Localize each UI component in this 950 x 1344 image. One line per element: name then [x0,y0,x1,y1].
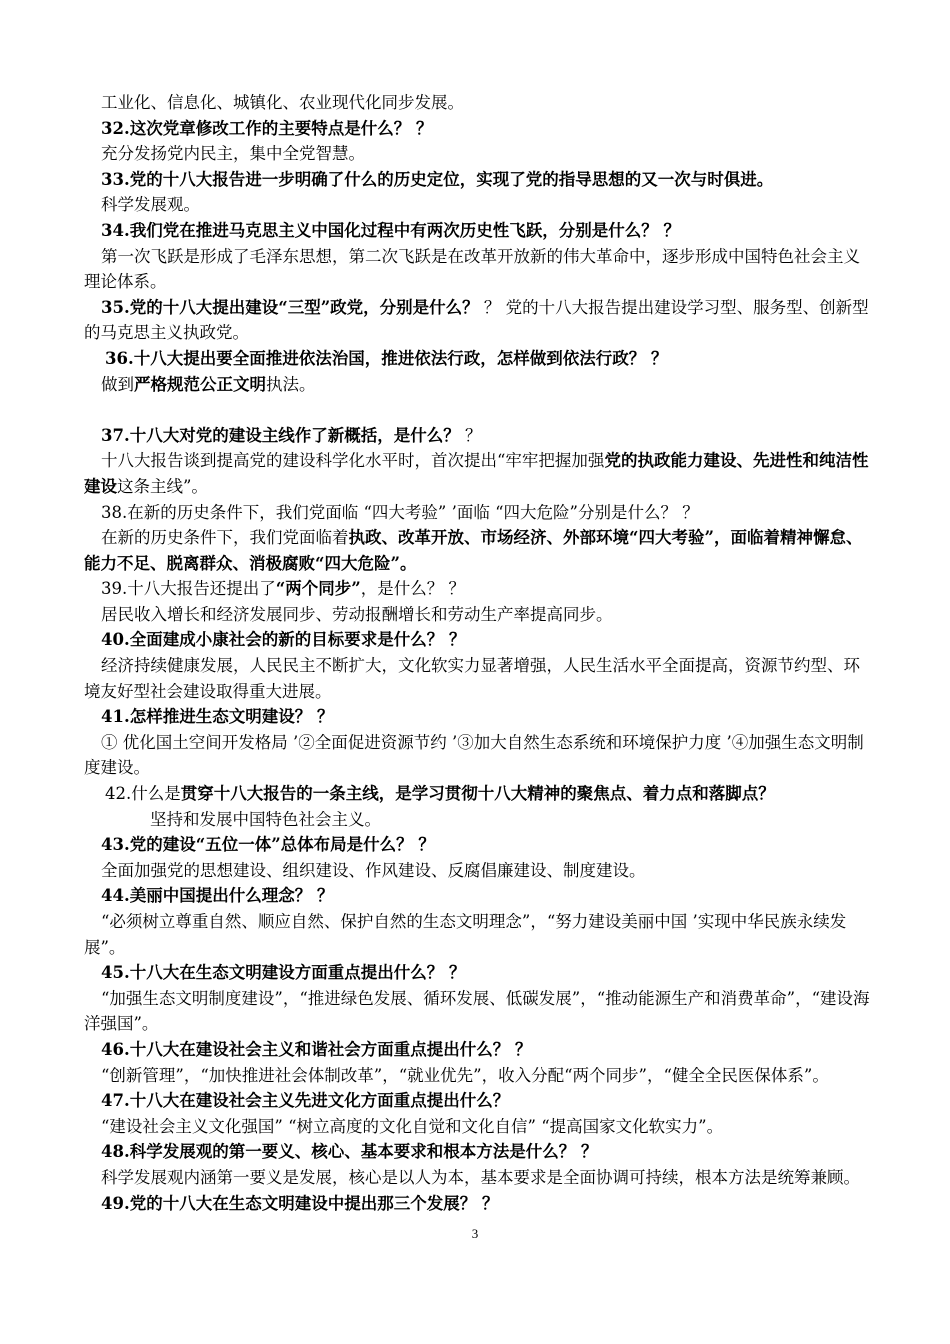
question-33: 33.党的十八大报告进一步明确了什么的历史定位，实现了党的指导思想的又一次与时俱进。 [101,169,774,189]
question-41: 41.怎样推进生态文明建设？ ？ [101,707,334,727]
answer-34: 第一次飞跃是形成了毛泽东思想，第二次飞跃是在改革开放新的伟大革命中，逐步形成中国特色社会主义理论体系。 [84,246,860,292]
question-44: 44.美丽中国提出什么理念？ ？ [101,886,334,906]
question-37 [84,423,874,449]
question-32: 32.这次党章修改工作的主要特点是什么？ ？ [101,118,433,138]
question-answer-35 [84,295,874,346]
question-40: 40.全面建成小康社会的新的目标要求是什么？ ？ [101,630,466,650]
answer-36-part: 做到 [101,374,134,394]
question-43: 43.党的建设“五位一体”总体布局是什么？ ？ [101,835,435,855]
blank-line [84,397,874,423]
answer-44: “必须树立尊重自然、顺应自然、保护自然的生态文明理念”，“努力建设美丽中国 ’实现中华民族永续发展”。 [84,912,847,957]
answer-40: 经济持续健康发展，人民民主不断扩大，文化软实力显著增强，人民生活水平全面提高，资源节约型、环境友好型社会建设取得重大进展。 [84,656,860,701]
question-39-part: ，是什么？ ？ [360,579,465,599]
answer-37-emphasis: 党的执政能力建设、先进性和纯洁性建设 [84,451,869,496]
question-45: 45.十八大在生态文明建设方面重点提出什么？ ？ [101,963,466,983]
question-39-emphasis: “两个同步” [275,579,361,599]
answer-41: ① 优化国土空间开发格局 ’②全面促进资源节约 ’③加大自然生态系统和环境保护力度 ’④加强生态文明制度建设。 [84,732,864,778]
answer-38-emphasis: 执政、改革开放、市场经济、外部环境“四大考验”，面临着精神懈怠、能力不足、脱离群众、消极腐败“四大危险”。 [84,528,863,573]
answer-37 [84,448,874,499]
question-42 [84,781,874,807]
answer-38-part: 在新的历史条件下，我们党面临着 [101,528,349,548]
question-38: 38.在新的历史条件下，我们党面临 “四大考验” ’面临 “四大危险”分别是什么？ ？ [101,502,699,522]
answer-36-part: 执法。 [266,374,316,394]
question-42-emphasis: 贯穿十八大报告的一条主线，是学习贯彻十八大精神的聚焦点、着力点和落脚点？ [180,784,775,804]
page-number: 3 [471,1226,479,1241]
question-39-part: 39.十八大报告还提出了 [101,579,276,599]
question-36: 36.十八大提出要全面推进依法治国，推进依法行政，怎样做到依法行政？ ？ [105,348,668,368]
answer-46: “创新管理”，“加快推进社会体制改革”，“就业优先”，收入分配“两个同步”，“健全全民医保体系”。 [101,1065,829,1085]
question-47: 47.十八大在建设社会主义先进文化方面重点提出什么？ [101,1091,510,1111]
answer-48: 科学发展观内涵第一要义是发展，核心是以人为本，基本要求是全面协调可持续，根本方法是统筹兼顾。 [101,1167,860,1187]
answer-36-emphasis: 严格规范公正文明 [134,374,266,394]
question-39 [84,576,874,602]
question-46: 46.十八大在建设社会主义和谐社会方面重点提出什么？ ？ [101,1039,532,1059]
answer-32: 充分发扬党内民主，集中全党智慧。 [101,144,365,164]
question-35: 35.党的十八大提出建设“三型”政党，分别是什么？ [101,297,479,317]
answer-45: “加强生态文明制度建设”，“推进绿色发展、循环发展、低碳发展”，“推动能源生产和消费革命”，“建设海洋强国”。 [84,988,870,1034]
answer-35: ？ 党的十八大报告提出建设学习型、服务型、创新型的马克思主义执政党。 [84,297,869,343]
answer-42: 坚持和发展中国特色社会主义。 [150,809,381,829]
answer-37-part: 十八大报告谈到提高党的建设科学化水平时，首次提出“牢牢把握加强 [101,451,605,471]
answer-38 [84,525,874,576]
question-48: 48.科学发展观的第一要义、核心、基本要求和根本方法是什么？ ？ [101,1142,598,1162]
question-37-mark: ？ [459,425,482,445]
answer-37-part: 这条主线”。 [117,476,208,496]
answer-text: 工业化、信息化、城镇化、农业现代化同步发展。 [101,93,464,112]
answer-36 [84,372,874,398]
answer-47: “建设社会主义文化强国” “树立高度的文化自觉和文化自信” “提高国家文化软实力”。 [101,1116,724,1136]
answer-43: 全面加强党的思想建设、组织建设、作风建设、反腐倡廉建设、制度建设。 [101,860,646,880]
document-body [84,90,874,1216]
answer-33: 科学发展观。 [101,195,200,215]
question-37-text: 37.十八大对党的建设主线作了新概括，是什么？ [101,425,460,445]
question-42-part: 42.什么是 [105,784,181,804]
answer-39: 居民收入增长和经济发展同步、劳动报酬增长和劳动生产率提高同步。 [101,604,613,624]
question-49: 49.党的十八大在生态文明建设中提出那三个发展？ ？ [101,1193,499,1213]
question-34: 34.我们党在推进马克思主义中国化过程中有两次历史性飞跃，分别是什么？ ？ [101,220,680,240]
